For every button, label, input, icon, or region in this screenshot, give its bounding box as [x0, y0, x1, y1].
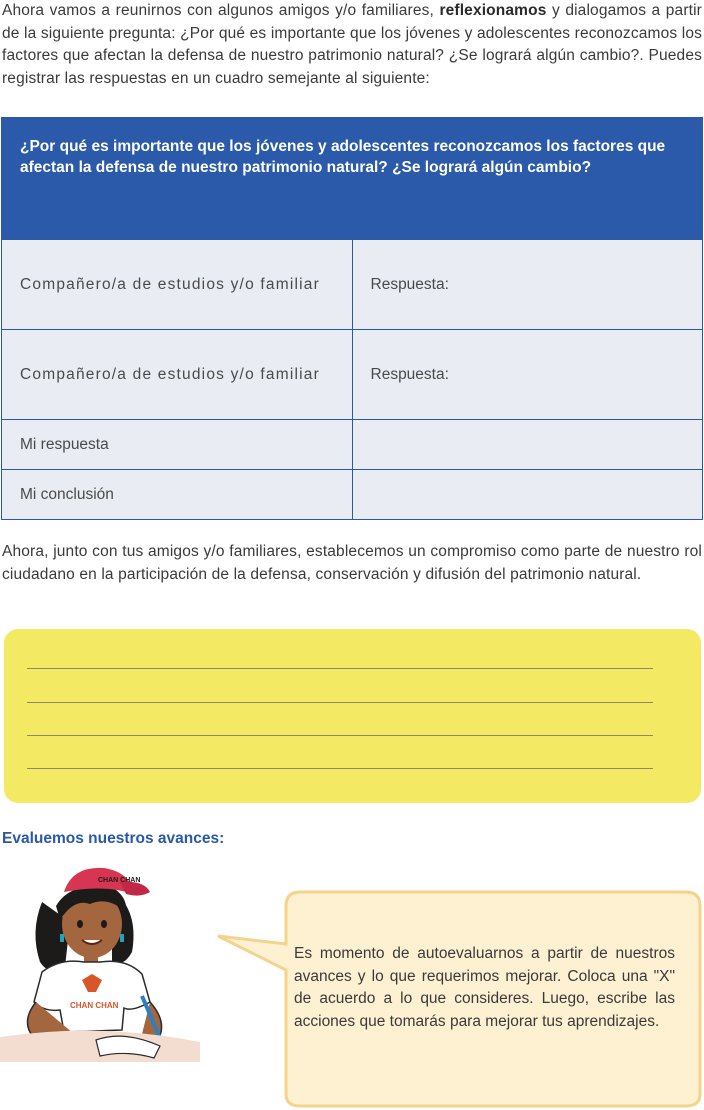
cap-text: CHAN CHAN — [98, 877, 141, 884]
table-header: ¿Por qué es importante que los jóvenes y adolescentes reconozcamos los factores que afectan la defensa de nuestro patrimonio natural? ¿Se logrará algún cambio? — [2, 118, 703, 240]
intro-text-end: y dialogamos a partir de la siguiente pregunta: ¿Por qué es importante que los jóvenes y adolescentes reconozcamos los factores que afectan la defensa de nuestro patrimonio natural? ¿Se logrará algún cambio?. Puedes registrar las respuestas en un cuadro semejante al siguiente: — [2, 2, 702, 87]
my-answer-cell[interactable] — [352, 420, 703, 470]
table-row — [2, 470, 703, 520]
shirt-text: CHAN CHAN — [70, 1001, 119, 1010]
commitment-paragraph: Ahora, junto con tus amigos y/o familiares, establecemos un compromiso como parte de nuestro rol ciudadano en la participación de la defensa, conservación y difusión del patrimonio natural. — [2, 543, 702, 583]
writing-line[interactable] — [27, 735, 653, 736]
answer-cell[interactable]: Respuesta: — [352, 330, 703, 420]
bubble-text: Es momento de autoevaluarnos a partir de nuestros avances y lo que requerimos mejorar. Coloca una "X" de acuerdo a lo que consideres. Luego, escribe las acciones que tomarás para mejorar tus aprendizajes. — [294, 945, 675, 1030]
intro-bold-word: reflexionamos — [439, 2, 547, 19]
table-row — [2, 240, 703, 330]
row-label: Mi respuesta — [2, 420, 353, 470]
writing-line[interactable] — [27, 702, 653, 703]
writing-line[interactable] — [27, 668, 653, 669]
intro-paragraph — [2, 0, 702, 90]
table-row — [2, 420, 703, 470]
writing-line[interactable] — [27, 768, 653, 769]
girl-writing-illustration — [0, 862, 215, 1062]
row-label: Compañero/a de estudios y/o familiar — [2, 240, 353, 330]
commitment-writing-box[interactable] — [4, 629, 701, 803]
intro-text-start: Ahora vamos a reunirnos con algunos amigos y/o familiares, — [2, 2, 440, 19]
question-table — [1, 117, 703, 520]
evaluation-title: Evaluemos nuestros avances: — [2, 830, 225, 847]
table-row — [2, 330, 703, 420]
my-conclusion-cell[interactable] — [352, 470, 703, 520]
row-label: Compañero/a de estudios y/o familiar — [2, 330, 353, 420]
row-label: Mi conclusión — [2, 470, 353, 520]
answer-cell[interactable]: Respuesta: — [352, 240, 703, 330]
